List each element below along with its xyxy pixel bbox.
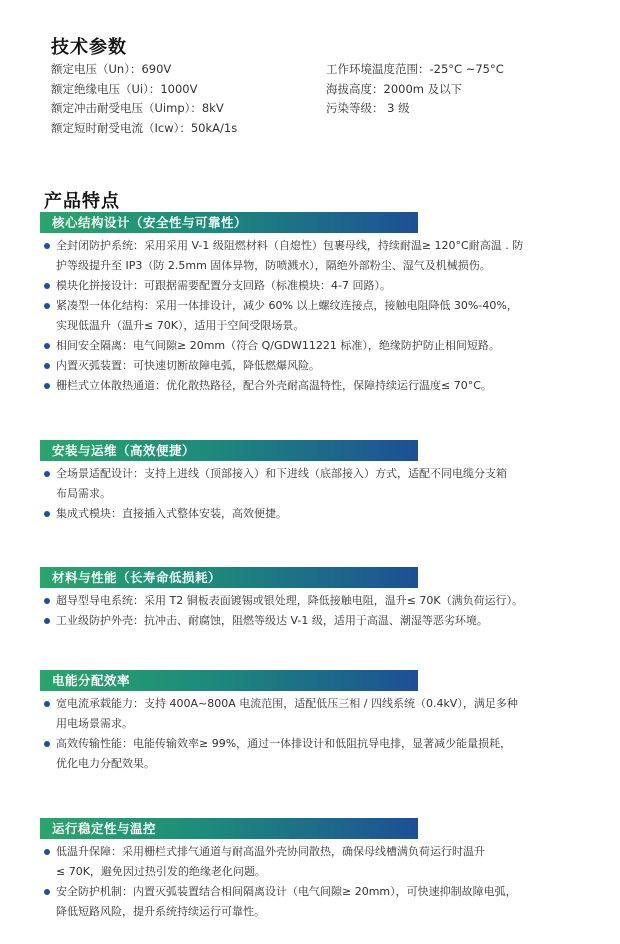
list-item: 安全防护机制：内置灭弧装置结合相间隔离设计（电气间隙≥ 20mm），可快速抑制故障电弧， 降低短路风险，提升系统持续运行可靠性。 [43, 882, 588, 922]
list-item: 相间安全隔离：电气间隙≥ 20mm（符合 Q/GDW11221 标准），绝缘防护防止相间短路。 [43, 336, 588, 356]
bullet-icon [44, 363, 50, 369]
list-item: 超导型导电系统：采用 T2 铜板表面镀锡或银处理，降低接触电阻，温升≤ 70K（满负荷运行）。 [43, 591, 588, 611]
list-item: 紧凑型一体化结构：采用一体排设计，减少 60% 以上螺纹连接点，接触电阻降低 30%-40%， 实现低温升（温升≤ 70K），适用于空间受限场景。 [43, 296, 588, 336]
list-item: 栅栏式立体散热通道：优化散热路径，配合外壳耐高温特性，保障持续运行温度≤ 70°C。 [43, 376, 588, 396]
spec-impulse-voltage: 额定冲击耐受电压（Uimp）：8kV [51, 101, 224, 115]
section-heading: 安装与运维（高效便捷） [40, 440, 418, 461]
features-title: 产品特点 [44, 191, 120, 212]
bullet-icon [44, 849, 50, 855]
list-item: 低温升保障：采用栅栏式排气通道与耐高温外壳协同散热，确保母线槽满负荷运行时温升 ≤ 70K，避免因过热引发的绝缘老化问题。 [43, 842, 588, 882]
section-heading: 电能分配效率 [40, 670, 418, 691]
section-list [43, 694, 588, 774]
bullet-icon [44, 598, 50, 604]
spec-altitude: 海拔高度：2000m 及以下 [326, 81, 463, 96]
list-item: 高效传输性能：电能传输效率≥ 99%，通过一体排设计和低阻抗导电排，显著减少能量损耗， 优化电力分配效果。 [43, 734, 588, 774]
section-list [43, 591, 588, 631]
spec-rated-voltage: 额定电压（Un）：690V [51, 62, 172, 76]
list-item: 全场景适配设计：支持上进线（顶部接入）和下进线（底部接入）方式，适配不同电缆分支箱 布局需求。 [43, 464, 588, 504]
bullet-icon [44, 383, 50, 389]
bullet-icon [44, 889, 50, 895]
section-list [43, 236, 588, 396]
list-item: 全封闭防护系统：采用采用 V-1 级阻燃材料（自熄性）包裹母线，持续耐温≥ 120°C耐高温 . 防 护等级提升至 IP3（防 2.5mm 固体异物，防喷溅水），隔绝外部粉尘、湿气及机械损伤。 [43, 236, 588, 276]
section-list [43, 464, 588, 524]
list-item: 工业级防护外壳：抗冲击、耐腐蚀，阻燃等级达 V-1 级，适用于高温、潮湿等恶劣环境。 [43, 611, 588, 631]
section-list [43, 842, 588, 922]
bullet-icon [44, 471, 50, 477]
spec-short-time-current: 额定短时耐受电流（Icw）：50kA/1s [51, 120, 238, 135]
spec-pollution-degree: 污染等级： 3 级 [326, 101, 410, 115]
list-item: 模块化拼接设计：可跟据需要配置分支回路（标准模块：4-7 回路）。 [43, 276, 588, 296]
bullet-icon [44, 701, 50, 707]
list-item: 内置灭弧装置：可快速切断故障电弧，降低燃爆风险。 [43, 356, 588, 376]
bullet-icon [44, 511, 50, 517]
bullet-icon [44, 343, 50, 349]
section-heading: 材料与性能（长寿命低损耗） [40, 567, 418, 588]
spec-list-left [51, 60, 237, 138]
spec-list-right [326, 60, 504, 119]
section-heading: 运行稳定性与温控 [40, 818, 418, 839]
spec-insulation-voltage: 额定绝缘电压（Ui）：1000V [51, 81, 198, 96]
list-item: 宽电流承载能力：支持 400A~800A 电流范围，适配低压三相 / 四线系统（0.4kV），满足多种 用电场景需求。 [43, 694, 588, 734]
bullet-icon [44, 741, 50, 747]
bullet-icon [44, 303, 50, 309]
spec-temperature-range: 工作环境温度范围：-25°C ~75°C [326, 62, 504, 76]
tech-params-title: 技术参数 [51, 37, 127, 58]
list-item: 集成式模块：直接插入式整体安装，高效便捷。 [43, 504, 588, 524]
bullet-icon [44, 243, 50, 249]
bullet-icon [44, 283, 50, 289]
section-heading: 核心结构设计（安全性与可靠性） [40, 212, 418, 233]
bullet-icon [44, 618, 50, 624]
